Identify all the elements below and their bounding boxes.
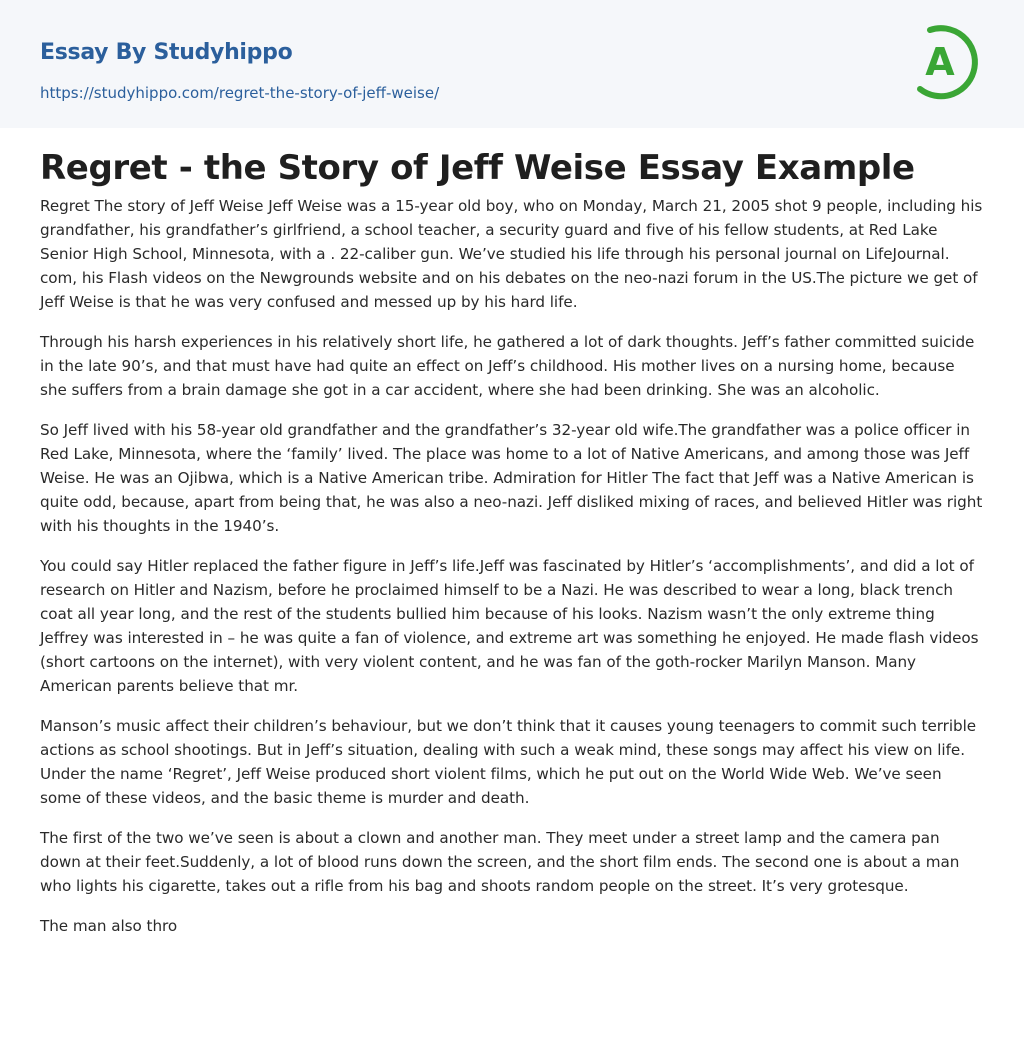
article-body [0, 146, 1024, 938]
paragraph-4: You could say Hitler replaced the father figure in Jeff’s life.Jeff was fascinated by Hitler’s ‘accomplishments’, and did a lot of research on Hitler and Nazism, before he proclaimed himself to be a Nazi. He was described to wear a long, black trench coat all year long, and the rest of the students bullied him because of his looks. Nazism wasn’t the only extreme thing Jeffrey was interested in – he was quite a fan of violence, and extreme art was something he enjoyed. He made flash videos (short cartoons on the internet), with very violent content, and he was fan of the goth-rocker Marilyn Manson. Many American parents believe that mr. [40, 557, 979, 695]
paragraph-3: So Jeff lived with his 58-year old grandfather and the grandfather’s 32-year old wife.The grandfather was a police officer in Red Lake, Minnesota, where the ‘family’ lived. The place was home to a lot of Native Americans, and among those was Jeff Weise. He was an Ojibwa, which is a Native American tribe. Admiration for Hitler The fact that Jeff was a Native American is quite odd, because, apart from being that, he was also a neo-nazi. Jeff disliked mixing of races, and believed Hitler was right with his thoughts in the 1940’s. [40, 421, 983, 535]
essay-url-link[interactable]: https://studyhippo.com/regret-the-story-of-jeff-weise/ [40, 84, 440, 102]
logo-letter: A [925, 40, 955, 84]
paragraph-6: The first of the two we’ve seen is about a clown and another man. They meet under a street lamp and the camera pan down at their feet.Suddenly, a lot of blood runs down the screen, and the short film ends. The second one is about a man who lights his cigarette, takes out a rifle from his bag and shoots random people on the street. It’s very grotesque. [40, 829, 960, 895]
site-brand[interactable]: Essay By Studyhippo [40, 40, 293, 65]
paragraph-2: Through his harsh experiences in his relatively short life, he gathered a lot of dark thoughts. Jeff’s father committed suicide in the late 90’s, and that must have had quite an effect on Jeff’s childhood. His mother lives on a nursing home, because she suffers from a brain damage she got in a car accident, where she had been drinking. She was an alcoholic. [40, 333, 975, 399]
page-title: Regret - the Story of Jeff Weise Essay Example [40, 148, 915, 188]
paragraph-1: Regret The story of Jeff Weise Jeff Weise was a 15-year old boy, who on Monday, March 21, 2005 shot 9 people, including his grandfather, his grandfather’s girlfriend, a school teacher, a security guard and five of his fellow students, at Red Lake Senior High School, Minnesota, with a . 22-caliber gun. We’ve studied his life through his personal journal on LifeJournal. com, his Flash videos on the Newgrounds website and on his debates on the neo-nazi forum in the US.The picture we get of Jeff Weise is that he was very confused and messed up by his hard life. [40, 197, 983, 311]
site-header [0, 0, 1024, 128]
paragraph-7: The man also thro [40, 917, 178, 935]
studyhippo-logo-icon[interactable] [912, 19, 986, 105]
paragraph-5: Manson’s music affect their children’s behaviour, but we don’t think that it causes young teenagers to commit such terrible actions as school shootings. But in Jeff’s situation, dealing with such a weak mind, these songs may affect his view on life. Under the name ‘Regret’, Jeff Weise produced short violent films, which he put out on the World Wide Web. We’ve seen some of these videos, and the basic theme is murder and death. [40, 717, 977, 807]
